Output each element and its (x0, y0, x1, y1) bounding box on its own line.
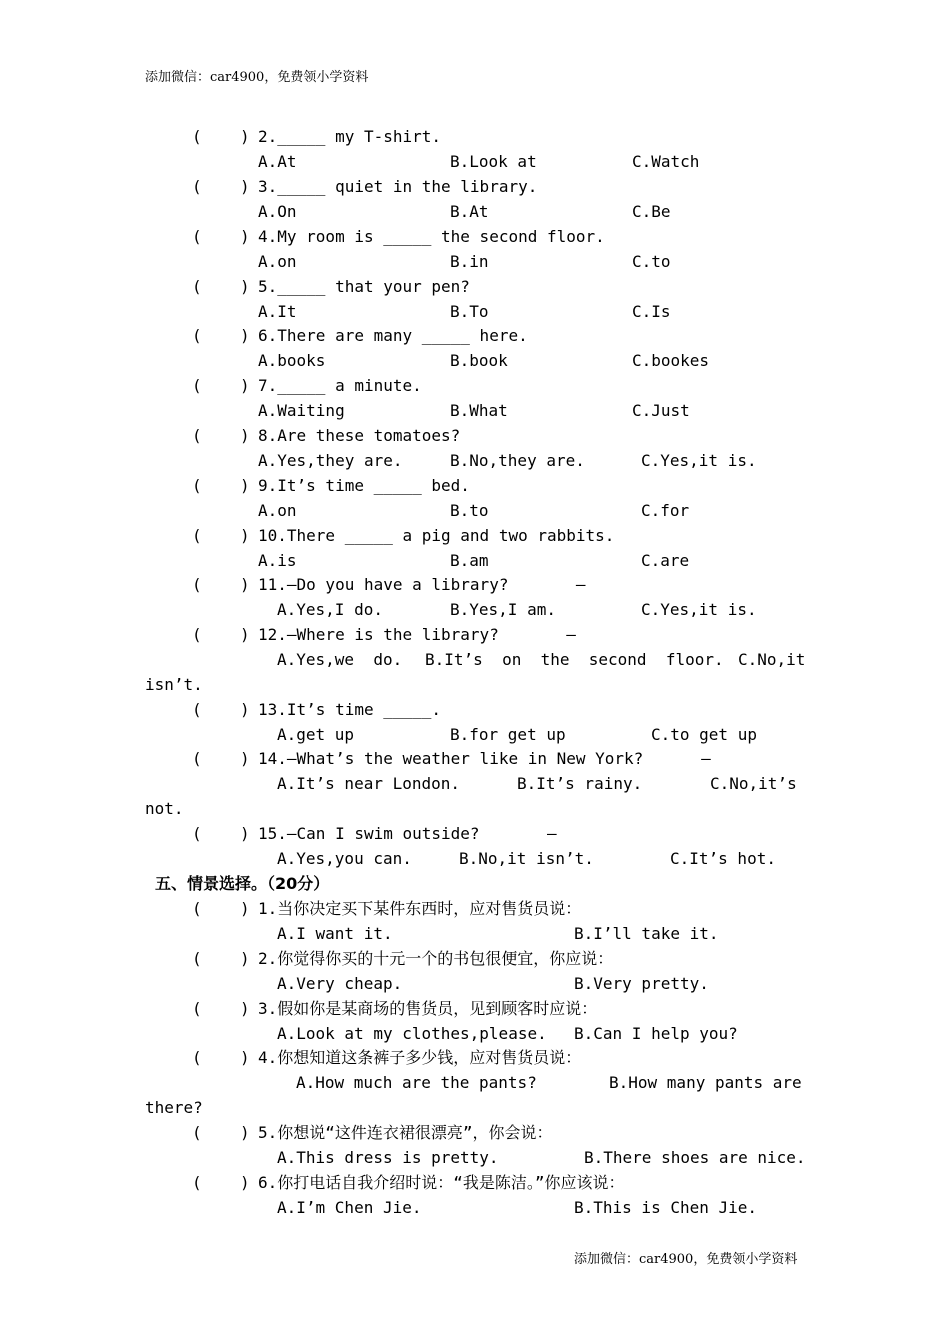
answer-paren-open: ( (192, 526, 202, 545)
option-b: B.Can I help you? (574, 1024, 738, 1043)
option-a: A.Waiting (258, 401, 345, 420)
answer-paren-close: ) (240, 426, 250, 445)
option-b: B.am (450, 551, 489, 570)
option-b: B.for get up (450, 725, 566, 744)
option-a: A.This dress is pretty. (277, 1148, 499, 1167)
question-text: 4.My room is _____ the second floor. (258, 227, 605, 246)
option-a: A.get up (277, 725, 355, 744)
option-a: A.It’s near London. (277, 774, 461, 793)
answer-paren-close: ) (240, 326, 250, 345)
option-a: A.is (258, 551, 297, 570)
answer-paren-open: ( (192, 625, 202, 644)
answer-paren-open: ( (192, 426, 202, 445)
option-c: C.Yes,it is. (641, 451, 757, 470)
question-text: 9.It’s time _____ bed. (258, 476, 470, 495)
option-b: B.Look at (450, 152, 537, 171)
question-text: 14.—What’s the weather like in New York? — (258, 749, 711, 768)
option-a: A.on (258, 501, 297, 520)
option-c: C.No,it (738, 650, 806, 669)
question-text: 8.Are these tomatoes? (258, 426, 461, 445)
option-c: C.to get up (651, 725, 757, 744)
answer-paren-open: ( (192, 476, 202, 495)
option-c: C.Be (632, 202, 671, 221)
option-b: B.No,they are. (450, 451, 585, 470)
answer-paren-open: ( (192, 277, 202, 296)
option-a: A.At (258, 152, 297, 171)
question-text: 5.你想说“这件连衣裙很漂亮”，你会说： (258, 1123, 553, 1142)
question-text: 3._____ quiet in the library. (258, 177, 538, 196)
option-b: B.No,it isn’t. (459, 849, 594, 868)
answer-paren-open: ( (192, 999, 202, 1018)
answer-paren-close: ) (240, 1048, 250, 1067)
question-text: 3.假如你是某商场的售货员，见到顾客时应说： (258, 999, 598, 1018)
page-header: 添加微信：car4900，免费领小学资料 (145, 70, 369, 85)
answer-paren-open: ( (192, 700, 202, 719)
option-c: C.to (632, 252, 671, 271)
option-b: B.book (450, 351, 508, 370)
option-c: C.Watch (632, 152, 700, 171)
answer-paren-close: ) (240, 999, 250, 1018)
option-b: B.At (450, 202, 489, 221)
answer-paren-close: ) (240, 476, 250, 495)
option-b: B.What (450, 401, 508, 420)
answer-paren-open: ( (192, 227, 202, 246)
answer-paren-close: ) (240, 277, 250, 296)
answer-paren-close: ) (240, 376, 250, 395)
option-b: B.to (450, 501, 489, 520)
answer-paren-close: ) (240, 899, 250, 918)
answer-paren-close: ) (240, 625, 250, 644)
option-b: B.There shoes are nice. (584, 1148, 806, 1167)
answer-paren-close: ) (240, 526, 250, 545)
question-text: 10.There _____ a pig and two rabbits. (258, 526, 615, 545)
option-a: A.It (258, 302, 297, 321)
answer-paren-close: ) (240, 949, 250, 968)
option-a: A.I’m Chen Jie. (277, 1198, 422, 1217)
option-a: A.Look at my clothes,please. (277, 1024, 547, 1043)
option-c: C.for (641, 501, 690, 520)
answer-paren-close: ) (240, 127, 250, 146)
question-text: 7._____ a minute. (258, 376, 422, 395)
answer-paren-close: ) (240, 700, 250, 719)
option-b: B.I’ll take it. (574, 924, 719, 943)
option-a: A.Yes,they are. (258, 451, 403, 470)
question-text: 2._____ my T-shirt. (258, 127, 442, 146)
question-text: 1.当你决定买下某件东西时，应对售货员说： (258, 899, 582, 918)
question-text: 15.—Can I swim outside? — (258, 824, 557, 843)
option-a: A.On (258, 202, 297, 221)
answer-paren-open: ( (192, 749, 202, 768)
page-footer: 添加微信：car4900，免费领小学资料 (574, 1252, 798, 1267)
option-a: A.Yes,I do. (277, 600, 383, 619)
answer-paren-open: ( (192, 376, 202, 395)
option-c: C.No,it’s (710, 774, 797, 793)
option-b: B.in (450, 252, 489, 271)
question-text: 5._____ that your pen? (258, 277, 470, 296)
question-text: 6.There are many _____ here. (258, 326, 528, 345)
option-a: A.Yes,we do. (277, 650, 403, 669)
section-title: 五、情景选择。（20分） (155, 874, 330, 893)
option-c: C.are (641, 551, 690, 570)
option-b: B.Yes,I am. (450, 600, 556, 619)
answer-paren-close: ) (240, 575, 250, 594)
question-text: 4.你想知道这条裤子多少钱，应对售货员说： (258, 1048, 582, 1067)
option-c: C.Is (632, 302, 671, 321)
answer-paren-close: ) (240, 1123, 250, 1142)
option-c: C.It’s hot. (670, 849, 776, 868)
option-continuation: there? (145, 1098, 203, 1117)
answer-paren-open: ( (192, 1048, 202, 1067)
option-a: A.Very cheap. (277, 974, 403, 993)
question-text: 12.—Where is the library? — (258, 625, 576, 644)
option-a: A.How much are the pants? (296, 1073, 537, 1092)
option-continuation: isn’t. (145, 675, 203, 694)
option-continuation: not. (145, 799, 184, 818)
question-text: 11.—Do you have a library? — (258, 575, 586, 594)
answer-paren-close: ) (240, 1173, 250, 1192)
option-a: A.I want it. (277, 924, 393, 943)
option-c: C.bookes (632, 351, 710, 370)
answer-paren-open: ( (192, 575, 202, 594)
answer-paren-open: ( (192, 949, 202, 968)
answer-paren-open: ( (192, 1123, 202, 1142)
answer-paren-close: ) (240, 749, 250, 768)
option-b: B.How many pants are (609, 1073, 802, 1092)
option-b: B.It’s rainy. (517, 774, 643, 793)
option-b: B.It’s on the second floor. (425, 650, 724, 669)
question-text: 2.你觉得你买的十元一个的书包很便宜，你应说： (258, 949, 614, 968)
answer-paren-close: ) (240, 824, 250, 843)
answer-paren-close: ) (240, 177, 250, 196)
option-a: A.on (258, 252, 297, 271)
option-c: C.Just (632, 401, 690, 420)
option-c: C.Yes,it is. (641, 600, 757, 619)
option-b: B.This is Chen Jie. (574, 1198, 758, 1217)
question-text: 13.It’s time _____. (258, 700, 442, 719)
option-a: A.Yes,you can. (277, 849, 412, 868)
answer-paren-open: ( (192, 824, 202, 843)
answer-paren-open: ( (192, 326, 202, 345)
question-text: 6.你打电话自我介绍时说：“我是陈洁。”你应该说： (258, 1173, 625, 1192)
answer-paren-open: ( (192, 1173, 202, 1192)
option-b: B.Very pretty. (574, 974, 709, 993)
answer-paren-close: ) (240, 227, 250, 246)
answer-paren-open: ( (192, 127, 202, 146)
option-b: B.To (450, 302, 489, 321)
answer-paren-open: ( (192, 177, 202, 196)
answer-paren-open: ( (192, 899, 202, 918)
option-a: A.books (258, 351, 326, 370)
